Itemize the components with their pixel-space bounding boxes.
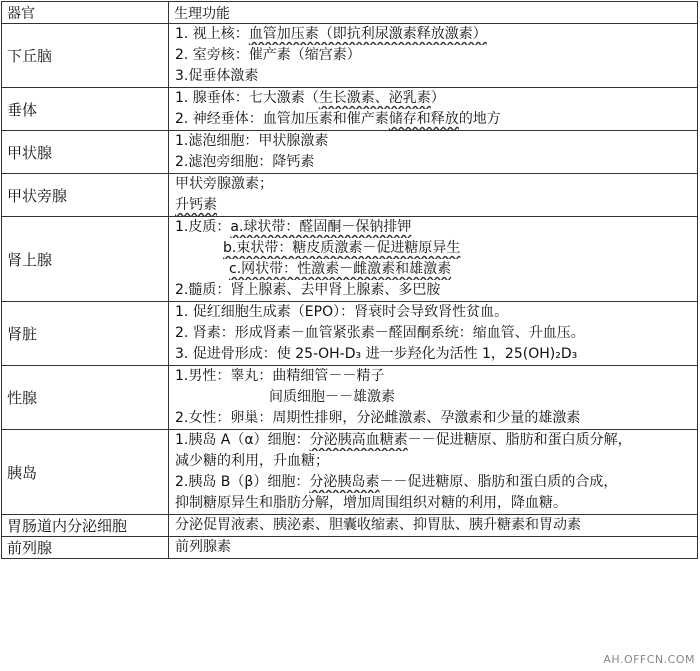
function-cell (169, 302, 698, 366)
function-cell (169, 537, 698, 559)
function-line: c.网状带：性激素－雌激素和雄激素 (229, 261, 452, 277)
table-row (2, 24, 698, 88)
function-line: 分泌促胃液素、胰泌素、胆囊收缩素、抑胃肽、胰升糖素和胃动素 (175, 517, 581, 533)
function-cell (169, 430, 698, 515)
organ-cell: 性腺 (2, 366, 169, 430)
organ-cell: 前列腺 (2, 537, 169, 559)
organ-cell: 胰岛 (2, 430, 169, 515)
table-row (2, 537, 698, 559)
function-line: 减少糖的利用，升血糖； (175, 453, 329, 469)
function-cell (169, 174, 698, 217)
organ-cell: 下丘脑 (2, 24, 169, 88)
organ-cell: 甲状腺 (2, 131, 169, 174)
function-cell (169, 131, 698, 174)
function-line: b.束状带：糖皮质激素－促进糖原异生 (223, 240, 461, 256)
table-row (2, 302, 698, 366)
function-line: 1.胰岛 A（α）细胞：分泌胰高血糖素－－促进糖原、脂肪和蛋白质分解， (175, 432, 632, 448)
function-line: 升钙素 (175, 197, 217, 213)
function-line: 1. 促红细胞生成素（EPO）：肾衰时会导致肾性贫血。 (175, 304, 509, 320)
function-line: 2.胰岛 B（β）细胞：分泌胰岛素－－促进糖原、脂肪和蛋白质的合成， (175, 474, 618, 490)
header-row (2, 2, 698, 24)
table-row (2, 366, 698, 430)
organ-cell: 胃肠道内分泌细胞 (2, 515, 169, 537)
function-line: 2.女性：卵巢：周期性排卵，分泌雌激素、孕激素和少量的雄激素 (175, 410, 581, 426)
function-cell (169, 88, 698, 131)
table-row (2, 515, 698, 537)
organ-cell: 甲状旁腺 (2, 174, 169, 217)
function-cell (169, 366, 698, 430)
function-cell (169, 24, 698, 88)
function-line: 甲状旁腺激素； (175, 176, 273, 192)
function-cell (169, 515, 698, 537)
function-cell (169, 217, 698, 302)
function-line: 1.滤泡细胞：甲状腺激素 (175, 133, 329, 149)
endocrine-table (1, 1, 698, 559)
header-organ: 器官 (2, 2, 169, 24)
table-row (2, 430, 698, 515)
function-line: 1.男性：睾丸：曲精细管－－精子 (175, 368, 385, 384)
function-line: 2. 神经垂体：血管加压素和催产素储存和释放的地方 (175, 111, 501, 127)
function-line: 1. 视上核：血管加压素（即抗利尿激素释放激素） (175, 26, 487, 42)
function-line: 2.滤泡旁细胞：降钙素 (175, 154, 315, 170)
function-line: 3. 促进骨形成：使 25-OH-D₃ 进一步羟化为活性 1，25(OH)₂D₃ (175, 346, 578, 362)
function-line: 间质细胞－－雄激素 (269, 389, 395, 405)
function-line: 2.髓质：肾上腺素、去甲肾上腺素、多巴胺 (175, 282, 441, 298)
table-row (2, 174, 698, 217)
watermark: AH.OFFCN.COM (603, 653, 695, 666)
function-line: 1.皮质：a.球状带：醛固酮－保钠排钾 (175, 219, 412, 235)
function-line: 3.促垂体激素 (175, 68, 259, 84)
organ-cell: 肾上腺 (2, 217, 169, 302)
header-function: 生理功能 (169, 2, 698, 24)
table-row (2, 217, 698, 302)
function-line: 前列腺素 (175, 539, 231, 555)
organ-cell: 垂体 (2, 88, 169, 131)
function-line: 2. 室旁核：催产素（缩宫素） (175, 47, 361, 63)
organ-cell: 肾脏 (2, 302, 169, 366)
function-line: 抑制糖原异生和脂肪分解，增加周围组织对糖的利用，降血糖。 (175, 495, 567, 511)
table-row (2, 88, 698, 131)
function-line: 1. 腺垂体：七大激素（生长激素、泌乳素） (175, 90, 445, 106)
function-line: 2. 肾素：形成肾素－血管紧张素－醛固酮系统：缩血管、升血压。 (175, 325, 585, 341)
table-row (2, 131, 698, 174)
